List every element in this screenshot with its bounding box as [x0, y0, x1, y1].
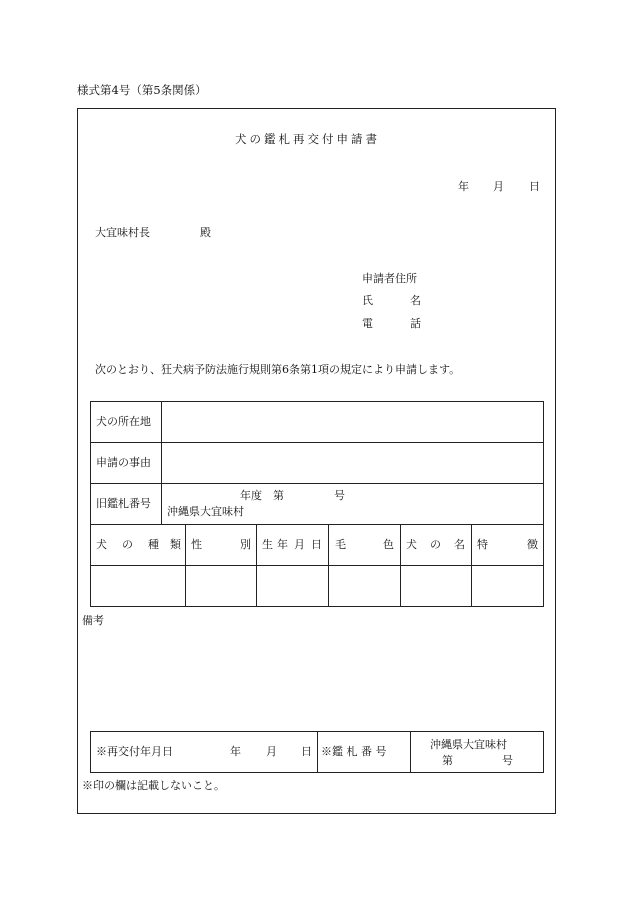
header-sex-2: 別 [240, 538, 251, 551]
remarks-label: 備考 [82, 614, 104, 627]
form-title: 犬の鑑札再交付申請書 [235, 132, 380, 146]
old-tag-village: 沖縄県大宜味村 [167, 505, 244, 518]
table-divider [185, 524, 186, 607]
header-birth-4: 日 [311, 538, 322, 551]
table-divider [90, 442, 544, 443]
location-label: 犬の所在地 [96, 415, 151, 428]
reissue-year: 年 [230, 745, 241, 758]
old-tag-dai: 第 [273, 489, 284, 502]
header-color-2: 色 [383, 538, 394, 551]
reissue-tag-label: ※鑑 札 番 号 [321, 745, 387, 758]
header-feature-2: 徴 [527, 538, 538, 551]
applicant-phone-label-1: 電 [362, 317, 373, 330]
header-sex-1: 性 [191, 538, 202, 551]
applicant-phone-label-2: 話 [410, 317, 421, 330]
header-breed-1: 犬 [96, 538, 107, 551]
table-divider [256, 524, 257, 607]
header-dogname-1: 犬 [406, 538, 417, 551]
reissue-date-label: ※再交付年月日 [96, 745, 173, 758]
header-birth-2: 年 [277, 538, 288, 551]
applicant-name-label-1: 氏 [362, 294, 373, 307]
old-tag-year: 年度 [240, 489, 262, 502]
header-feature-1: 特 [477, 538, 488, 551]
table-divider [161, 401, 162, 524]
applicant-name-label-2: 名 [410, 294, 421, 307]
footnote: ※印の欄は記載しないこと。 [82, 779, 225, 792]
reissue-go: 号 [502, 754, 513, 767]
table-divider [328, 524, 329, 607]
dog-info-table [90, 401, 544, 607]
table-divider [400, 524, 401, 607]
reason-label: 申請の事由 [96, 456, 151, 469]
addressee-honorific: 殿 [200, 226, 211, 239]
old-tag-go: 号 [334, 489, 345, 502]
date-year-label: 年 [458, 180, 469, 193]
header-color-1: 毛 [335, 538, 346, 551]
table-divider [90, 524, 544, 525]
reissue-month: 月 [266, 745, 277, 758]
date-day-label: 日 [529, 180, 540, 193]
header-breed-2: の [122, 538, 133, 551]
table-divider [410, 731, 411, 773]
date-month-label: 月 [493, 180, 504, 193]
old-tag-label: 旧鑑札番号 [96, 497, 151, 510]
statement-text: 次のとおり、狂犬病予防法施行規則第6条第1項の規定により申請します。 [95, 363, 461, 376]
table-divider [90, 565, 544, 566]
reissue-dai: 第 [442, 754, 453, 767]
header-breed-3: 種 [148, 538, 159, 551]
header-dogname-3: 名 [454, 538, 465, 551]
reissue-day: 日 [301, 745, 312, 758]
table-divider [90, 483, 544, 484]
applicant-address-label: 申請者住所 [362, 272, 417, 285]
reissue-village: 沖縄県大宜味村 [430, 738, 507, 751]
form-number: 様式第4号（第5条関係） [77, 83, 207, 97]
header-birth-3: 月 [294, 538, 305, 551]
header-breed-4: 類 [170, 538, 181, 551]
header-dogname-2: の [430, 538, 441, 551]
table-divider [471, 524, 472, 607]
addressee-name: 大宜味村長 [95, 226, 150, 239]
header-birth-1: 生 [262, 538, 273, 551]
table-divider [317, 731, 318, 773]
